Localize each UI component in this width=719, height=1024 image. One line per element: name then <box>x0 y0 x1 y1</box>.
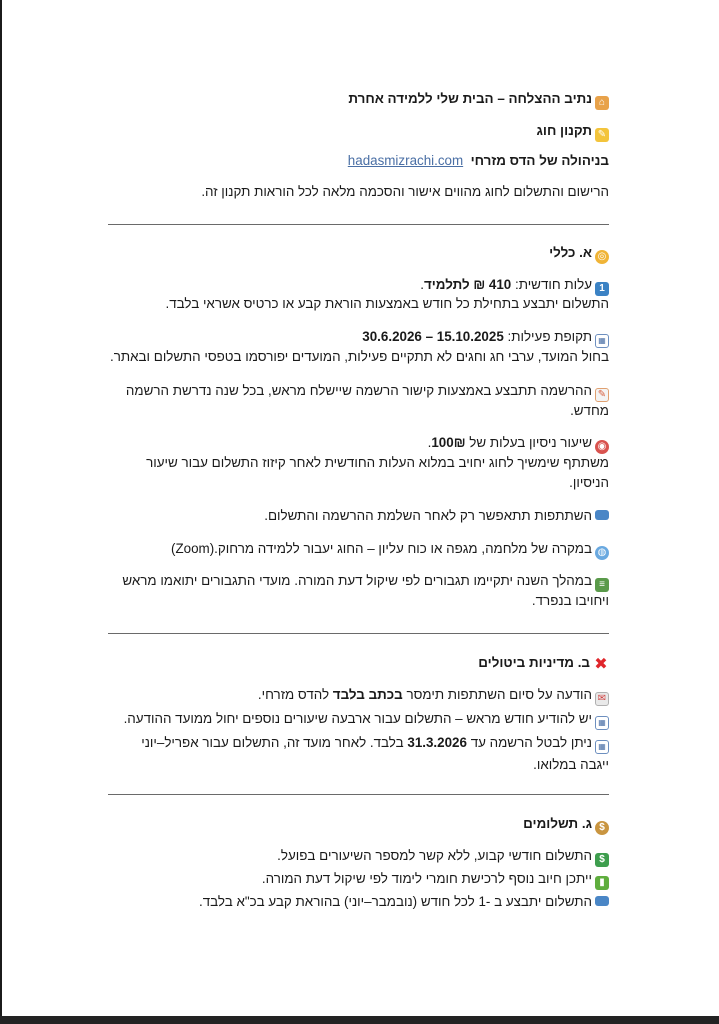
divider-1 <box>108 224 609 225</box>
doc-title-line <box>108 88 609 110</box>
advance-line <box>108 708 609 730</box>
cancel-line-2: ייגבה במלואו. <box>533 757 609 772</box>
schedule-text: התשלום יתבצע ב -1 לכל חודש (נובמבר–יוני) בהוראת קבע בכ"א בלבד. <box>199 894 592 909</box>
reinforcements-line-2: ויחויבו בנפרד. <box>531 593 609 608</box>
fixed-line <box>108 845 609 867</box>
registration-line-2: מחדש. <box>570 403 609 418</box>
compass-icon: ◎ <box>595 250 609 264</box>
section-c-heading-line <box>108 813 609 835</box>
cost-label: עלות חודשית: <box>514 277 592 292</box>
bottom-bar <box>0 1016 719 1024</box>
trial-value: 100₪ <box>431 435 466 450</box>
envelope-icon: ✉ <box>595 692 609 706</box>
period-line <box>108 326 609 348</box>
divider-3 <box>108 794 609 795</box>
section-c-heading: ג. תשלומים <box>523 816 592 831</box>
credit-card-icon <box>595 510 609 520</box>
section-a-heading-line <box>108 242 609 264</box>
section-b-heading-line <box>108 652 609 673</box>
books-icon: ≡ <box>595 578 609 592</box>
period-label: תקופת פעילות: <box>507 329 592 344</box>
period-desc: בחול המועד, ערבי חג וחגים לא תתקיים פעילות, המועדים יפורסמו בטפסי התשלום ובאתר. <box>110 349 609 364</box>
memo-icon: ✎ <box>595 388 609 402</box>
banknote-icon: $ <box>595 853 609 867</box>
registration-line-1 <box>108 380 609 402</box>
section-a-heading: א. כללי <box>549 245 592 260</box>
registration-text-1: ההרשמה תתבצע באמצעות קישור הרשמה שיישלח מראש, בכל שנה נדרשת הרשמה <box>125 383 592 398</box>
participation-line <box>108 505 609 526</box>
reinforcements-text-1: במהלך השנה יתקיימו תגבורים לפי שיקול דעת המורה. מועדי התגבורים יתואמו מראש <box>122 573 592 588</box>
section-b-heading: ב. מדיניות ביטולים <box>478 655 590 670</box>
advance-text: יש להודיע חודש מראש – התשלום עבור ארבעה שיעורים נוספים יחול ממועד ההודעה. <box>123 711 592 726</box>
reinforcements-line-1 <box>108 570 609 592</box>
cost-desc: התשלום יתבצע בתחילת כל חודש באמצעות הוראת קבע או כרטיס אשראי בלבד. <box>165 296 609 311</box>
calendar-icon: ▦ <box>595 716 609 730</box>
notice-line <box>108 684 609 706</box>
notice-post: להדס מזרחי. <box>257 687 330 702</box>
cancel-pre: ניתן לבטל הרשמה עד <box>470 735 592 750</box>
participation-text: השתתפות תתאפשר רק לאחר השלמת ההרשמה והתשלום. <box>264 508 592 523</box>
cancel-date: 31.3.2026 <box>407 735 467 750</box>
calendar-icon: ▦ <box>595 334 609 348</box>
managed-by-line <box>108 150 609 171</box>
cancel-post: בלבד. לאחר מועד זה, התשלום עבור אפריל–יוני <box>141 735 404 750</box>
cross-mark-icon: ✖ <box>594 656 608 673</box>
school-icon: ⌂ <box>595 96 609 110</box>
emergency-text: במקרה של מלחמה, מגפה או כוח עליון – החוג יעבור ללמידה מרחוק.(Zoom) <box>171 541 592 556</box>
website-link[interactable]: hadasmizrachi.com <box>347 153 464 168</box>
trial-desc-1: משתתף שימשיך לחוג יחויב במלוא העלות החודשית לאחר קיזוז התשלום עבור שיעור <box>146 455 609 470</box>
materials-line <box>108 868 609 890</box>
doc-subtitle: תקנון חוג <box>536 123 592 138</box>
green-book-icon: ▮ <box>595 876 609 890</box>
doc-subtitle-line <box>108 120 609 142</box>
left-window-edge <box>0 0 2 1024</box>
trial-line <box>108 432 609 454</box>
cost-end: . <box>420 277 424 292</box>
divider-2 <box>108 633 609 634</box>
fixed-text: התשלום חודשי קבוע, ללא קשר למספר השיעורים בפועל. <box>277 848 592 863</box>
money-bag-icon: $ <box>595 821 609 835</box>
notice-bold: בכתב בלבד <box>332 687 403 702</box>
notice-pre: הודעה על סיום השתתפות תימסר <box>406 687 592 702</box>
globe-icon: ◍ <box>595 546 609 560</box>
credit-card-icon <box>595 896 609 906</box>
target-icon: ◉ <box>595 440 609 454</box>
schedule-line <box>108 891 609 912</box>
calendar-icon: ▦ <box>595 740 609 754</box>
period-value: 15.10.2025 – 30.6.2026 <box>362 329 504 344</box>
trial-label: שיעור ניסיון בעלות של <box>469 435 592 450</box>
materials-text: ייתכן חיוב נוסף לרכישת חומרי לימוד לפי שיקול דעת המורה. <box>261 871 592 886</box>
intro-text: הרישום והתשלום לחוג מהווים אישור והסכמה מלאה לכל הוראות תקנון זה. <box>201 184 609 199</box>
pencil-icon: ✎ <box>595 128 609 142</box>
cancel-line <box>108 732 609 754</box>
managed-by: בניהולה של הדס מזרחי <box>470 153 609 168</box>
keycap-one-icon: 1 <box>595 282 609 296</box>
doc-title: נתיב ההצלחה – הבית שלי ללמידה אחרת <box>348 91 592 106</box>
trial-end: . <box>427 435 432 450</box>
cost-value: 410 ₪ לתלמיד <box>423 277 512 292</box>
trial-desc-2: הניסיון. <box>569 475 609 490</box>
emergency-line <box>108 538 609 560</box>
